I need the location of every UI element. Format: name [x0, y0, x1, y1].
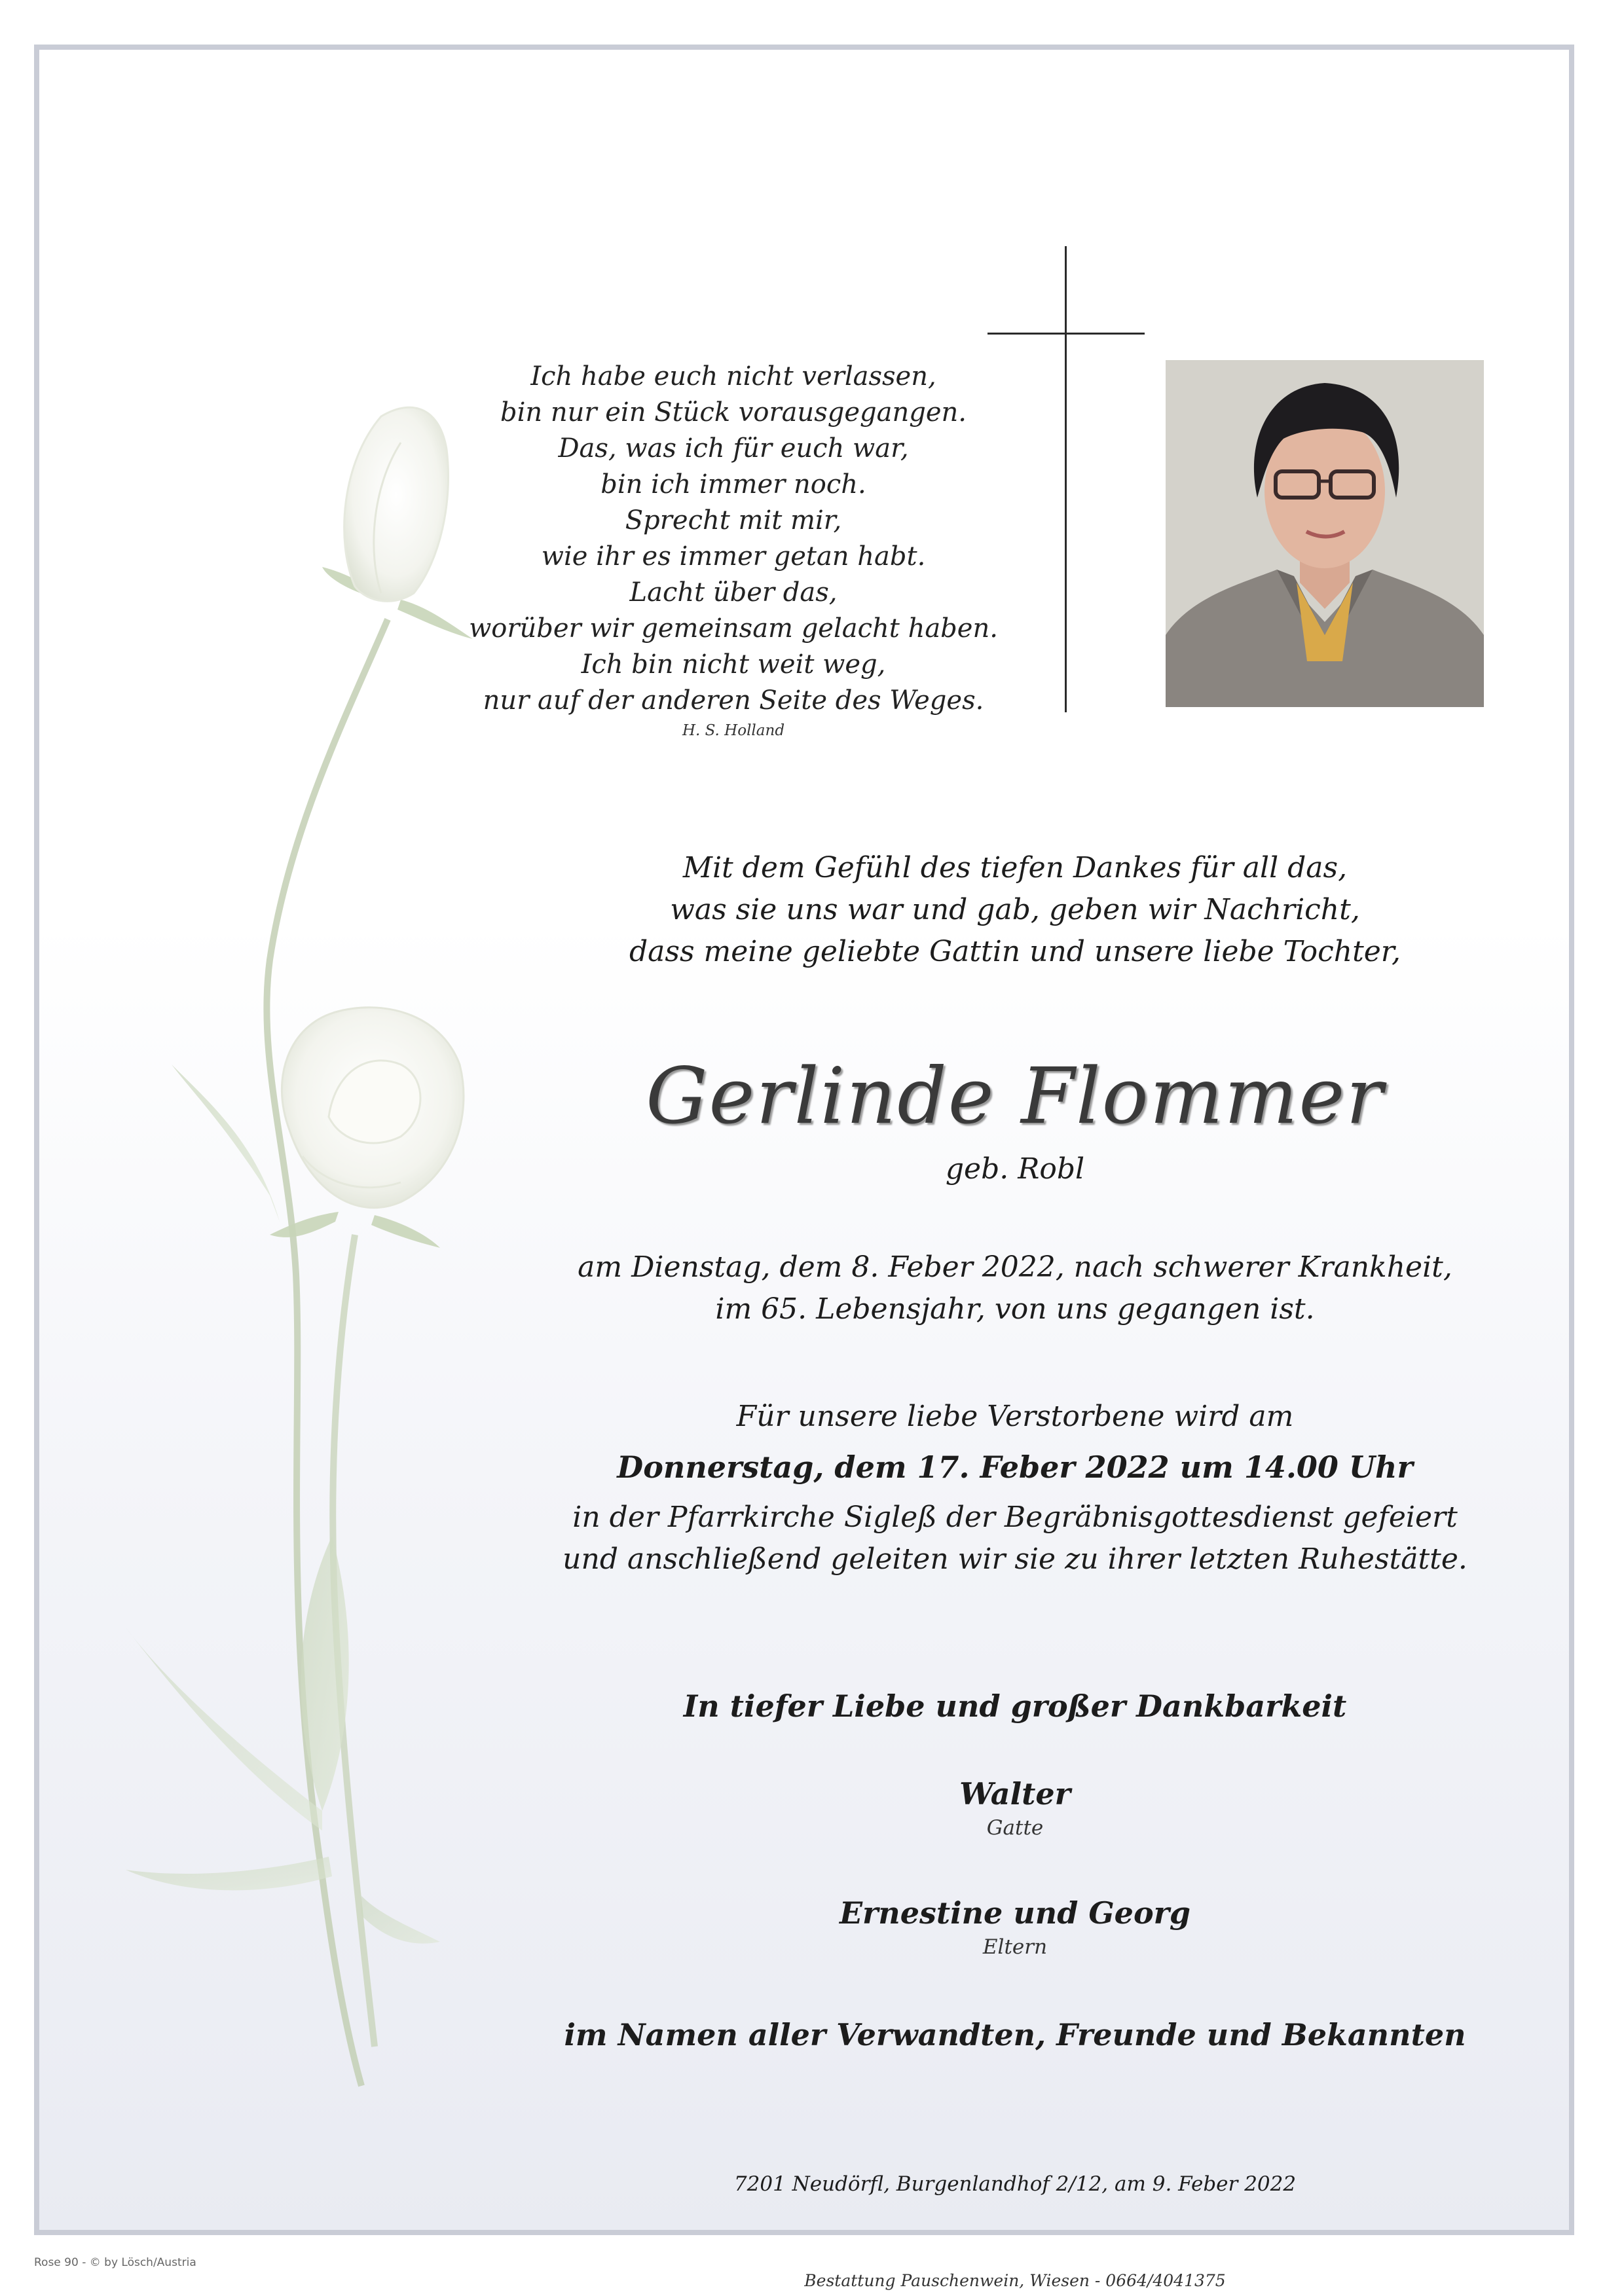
intro-line: was sie uns war und gab, geben wir Nachricht,	[670, 893, 1360, 926]
cross-icon	[987, 246, 1145, 712]
funeral-service	[524, 1396, 1506, 1580]
mourner-name: Ernestine und Georg	[839, 1895, 1191, 1931]
service-intro: Für unsere liebe Verstorbene wird am	[736, 1400, 1294, 1433]
poem-line: worüber wir gemeinsam gelacht haben.	[469, 613, 998, 644]
poem-line: Das, was ich für euch war,	[558, 433, 909, 464]
poem-author: H. S. Holland	[682, 722, 785, 739]
birth-name: geb. Robl	[945, 1152, 1085, 1186]
mourner-entry	[589, 1893, 1441, 1961]
portrait-photo	[1166, 360, 1484, 707]
poem-line: Lacht über das,	[629, 577, 838, 608]
undertaker-info: Bestattung Pauschenwein, Wiesen - 0664/4041375	[804, 2271, 1226, 2290]
intro-line: dass meine geliebte Gattin und unsere liebe Tochter,	[629, 935, 1401, 968]
closing-phrase: In tiefer Liebe und großer Dankbarkeit	[683, 1688, 1347, 1724]
poem-line: nur auf der anderen Seite des Weges.	[483, 685, 984, 716]
death-line: im 65. Lebensjahr, von uns gegangen ist.	[715, 1292, 1315, 1326]
service-line: und anschließend geleiten wir sie zu ihrer letzten Ruhestätte.	[563, 1542, 1467, 1576]
death-line: am Dienstag, dem 8. Feber 2022, nach schwerer Krankheit,	[578, 1250, 1452, 1284]
service-line: in der Pfarrkirche Sigleß der Begräbnisgottesdienst gefeiert	[572, 1501, 1458, 1534]
poem-line: wie ihr es immer getan habt.	[541, 541, 926, 572]
poem-line: Sprecht mit mir,	[625, 505, 842, 536]
poem-line: bin ich immer noch.	[600, 469, 866, 500]
mourner-relation: Gatte	[986, 1816, 1044, 1840]
family-line: im Namen aller Verwandten, Freunde und Bekannten	[564, 2017, 1466, 2052]
deceased-name: Gerlinde Flommer	[646, 1051, 1384, 1141]
mourner-relation: Eltern	[982, 1935, 1048, 1959]
mourner-entry	[589, 1774, 1441, 1842]
poem-line: Ich habe euch nicht verlassen,	[530, 361, 936, 392]
death-details	[524, 1247, 1506, 1330]
announcement-intro	[589, 847, 1441, 973]
mourner-name: Walter	[959, 1776, 1071, 1812]
poem-line: Ich bin nicht weit weg,	[581, 649, 886, 680]
memorial-poem	[458, 359, 1008, 742]
service-date: Donnerstag, dem 17. Feber 2022 um 14.00 Uhr	[617, 1449, 1413, 1485]
intro-line: Mit dem Gefühl des tiefen Dankes für all das,	[682, 851, 1348, 884]
place-and-date: 7201 Neudörfl, Burgenlandhof 2/12, am 9. Feber 2022	[733, 2172, 1297, 2196]
poem-line: bin nur ein Stück vorausgegangen.	[500, 397, 967, 428]
template-credit: Rose 90 - © by Lösch/Austria	[34, 2256, 196, 2269]
